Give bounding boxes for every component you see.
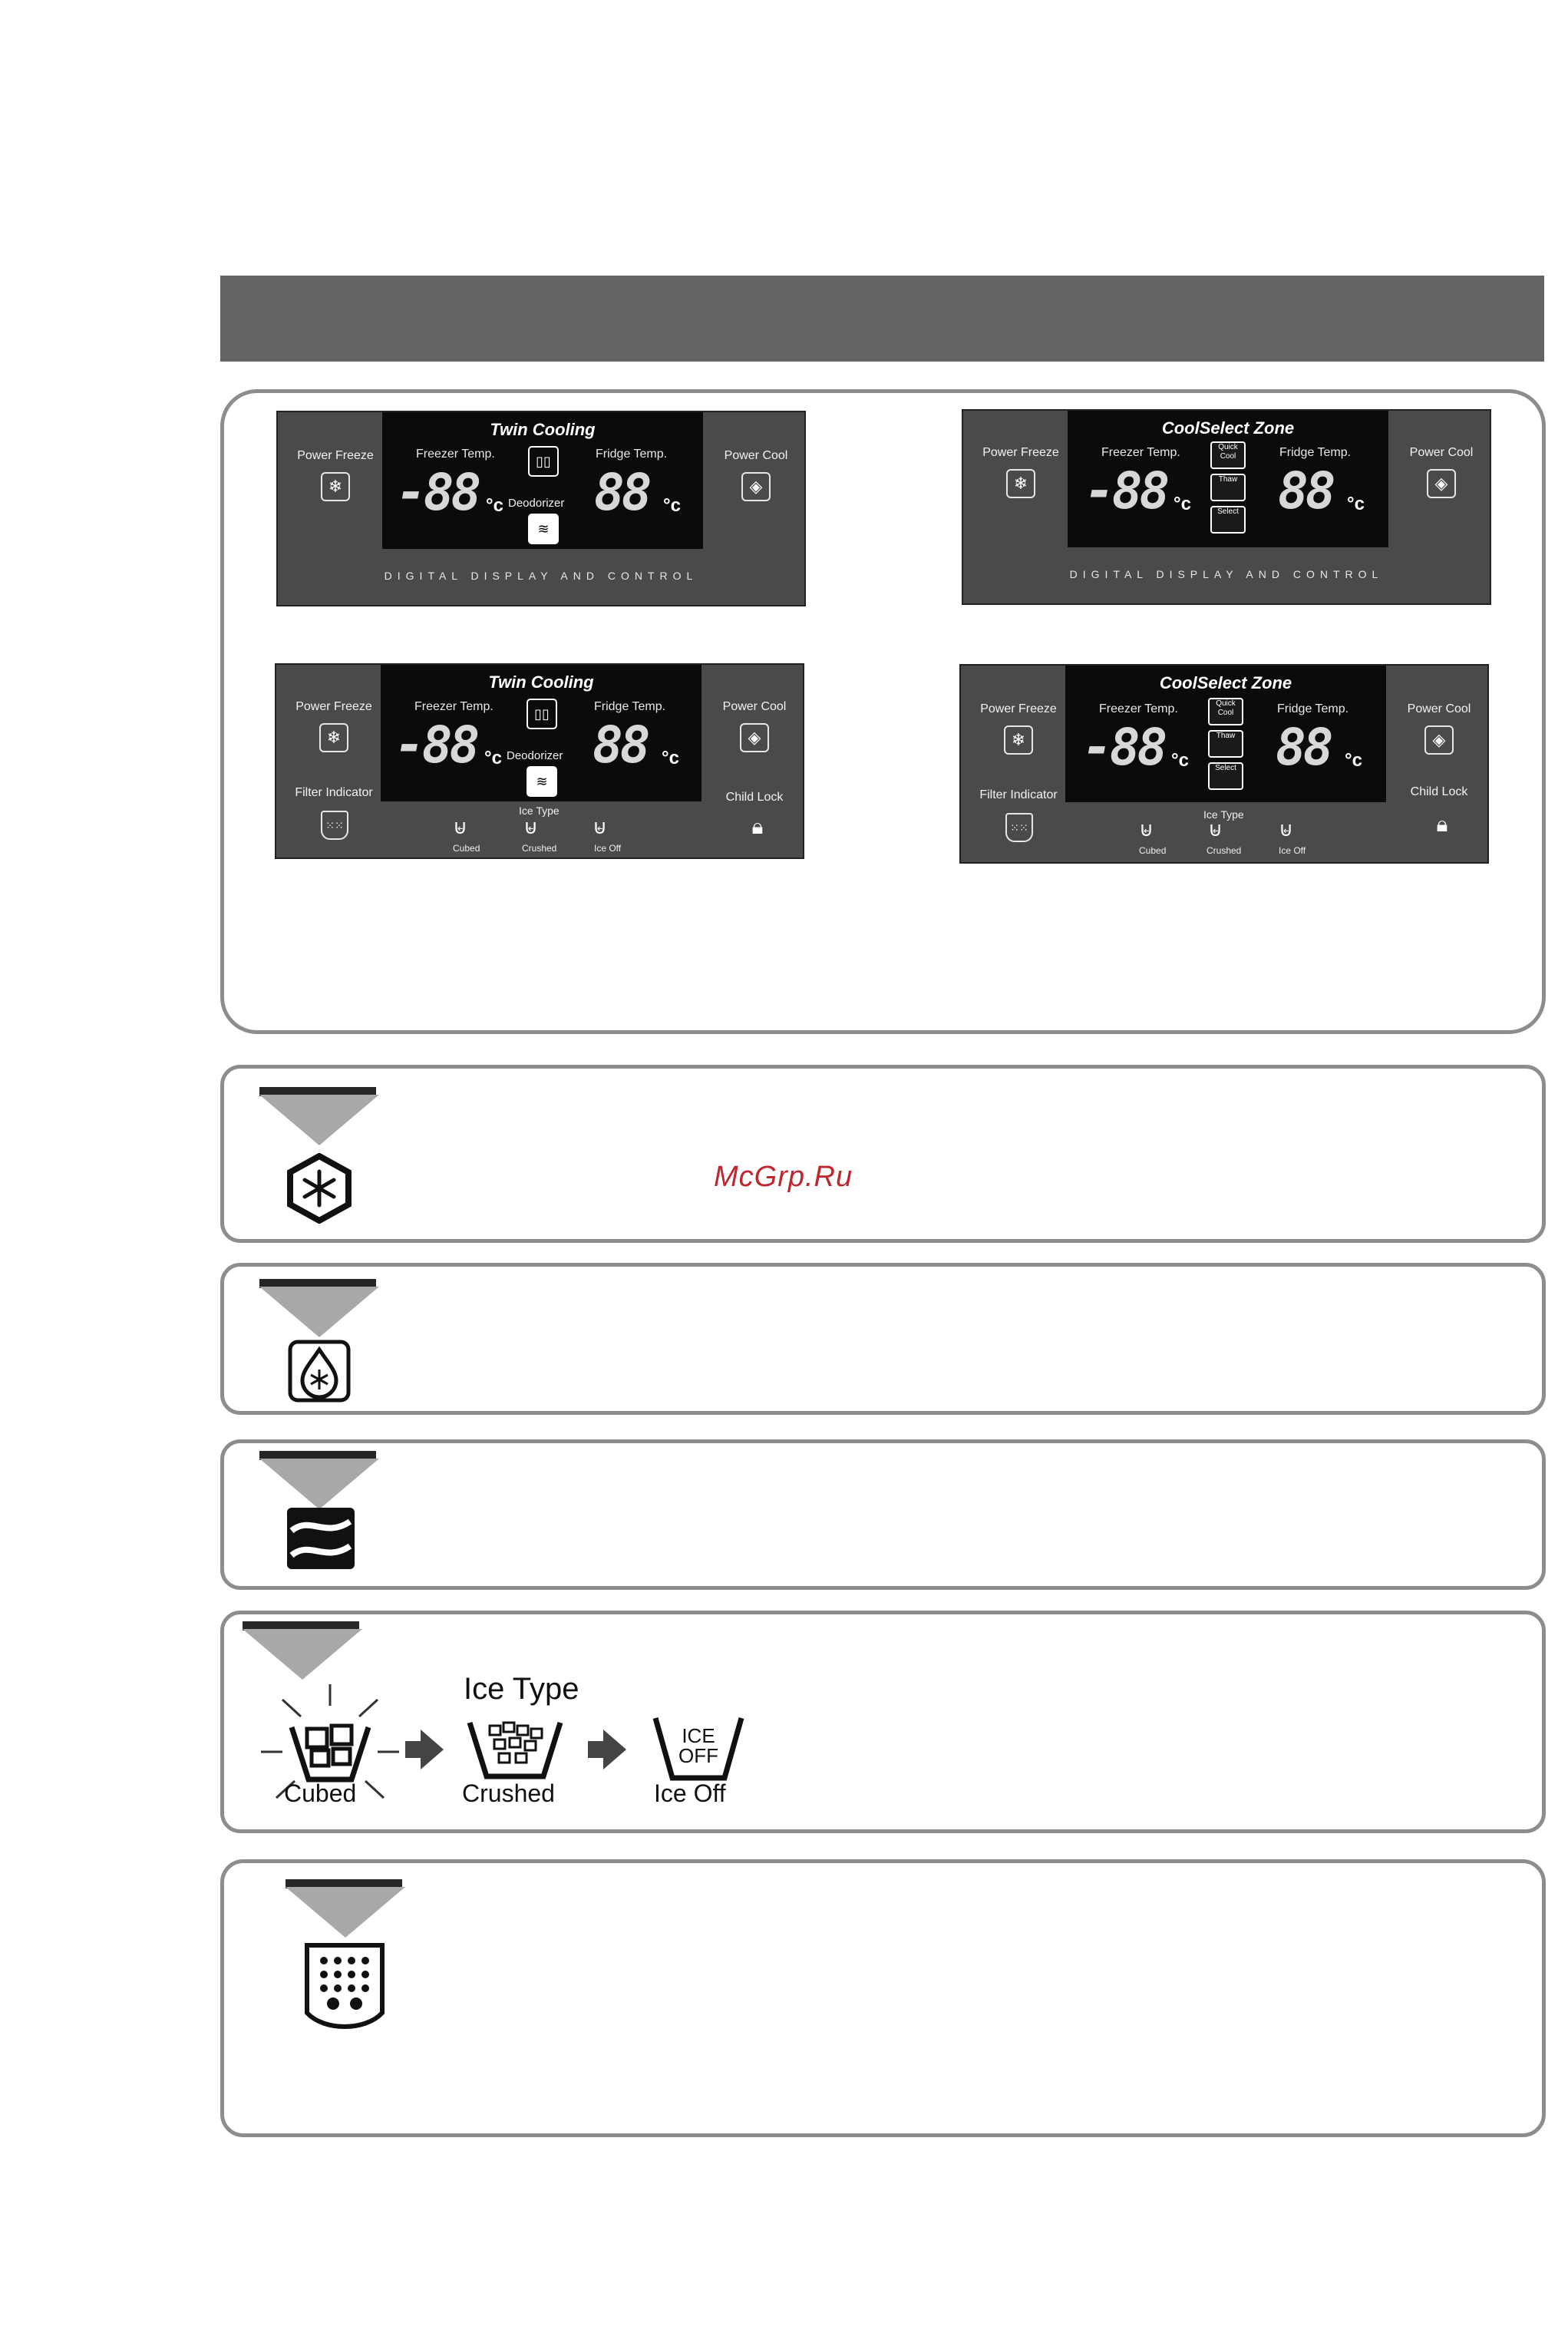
snowflake-icon: ❄ <box>328 477 343 496</box>
power-freeze-button[interactable] <box>319 723 348 752</box>
power-cool-label: Power Cool <box>1409 446 1474 459</box>
power-freeze-button[interactable] <box>1006 469 1035 498</box>
quick-cool-icon: Quick Cool <box>1208 698 1243 725</box>
freezer-temp-display: -88 <box>1084 461 1167 520</box>
deodorizer-label: Deodorizer <box>508 497 565 510</box>
fridge-temp-display: 88 <box>593 715 648 775</box>
freezer-temp-label: Freezer Temp. <box>1101 446 1180 459</box>
droplet-icon: ◈ <box>748 728 761 747</box>
panel-footer-text: DIGITAL DISPLAY AND CONTROL <box>384 570 698 582</box>
droplet-icon: ◈ <box>749 477 763 496</box>
ice-off-icon[interactable]: ⊌ <box>593 815 608 838</box>
crushed-label: Crushed <box>462 1779 555 1807</box>
freezer-degree-unit: °c <box>1174 494 1191 514</box>
power-freeze-button[interactable] <box>1004 725 1033 755</box>
deodorizer-section <box>220 1439 1546 1590</box>
marker-triangle <box>286 1887 405 1938</box>
power-cool-button[interactable] <box>741 472 771 501</box>
freezer-temp-display: -88 <box>394 715 477 775</box>
marker-triangle <box>243 1629 362 1680</box>
marker-triangle <box>259 1287 379 1337</box>
droplet-icon: ◈ <box>1432 730 1446 749</box>
ice-type-label: Ice Type <box>1203 808 1244 821</box>
power-cool-button[interactable] <box>1424 725 1454 755</box>
arrow-right-icon <box>405 1741 422 1758</box>
power-cool-label: Power Cool <box>1407 702 1471 715</box>
control-panel-twin-cooling-dispenser <box>275 663 804 859</box>
power-cool-button[interactable] <box>740 723 769 752</box>
droplet-icon: ◈ <box>1434 474 1448 493</box>
crushed-icon[interactable]: ⊌ <box>523 815 539 838</box>
freezer-degree-unit: °c <box>1171 750 1189 771</box>
arrow-right-icon <box>603 1730 626 1769</box>
control-panel-coolselect <box>962 409 1491 605</box>
lcd-display <box>1065 666 1386 802</box>
ice-type-title: Ice Type <box>464 1672 579 1706</box>
crushed-label: Crushed <box>1207 845 1242 856</box>
freezer-temp-label: Freezer Temp. <box>416 448 495 461</box>
ice-type-label: Ice Type <box>519 805 560 817</box>
select-icon: Select <box>1208 762 1243 790</box>
ice-off-icon[interactable]: ⊌ <box>1279 818 1294 841</box>
child-lock-label: Child Lock <box>725 791 784 804</box>
cubed-icon[interactable]: ⊌ <box>453 815 468 838</box>
thaw-icon: Thaw <box>1210 474 1246 501</box>
twin-cooling-icon: ▯▯ <box>528 446 559 477</box>
power-freeze-label: Power Freeze <box>980 702 1057 715</box>
lcd-display <box>381 665 701 801</box>
fridge-temp-display: 88 <box>1276 718 1331 777</box>
fridge-degree-unit: °c <box>1345 750 1362 771</box>
cubed-label: Cubed <box>284 1779 357 1807</box>
cubed-icon[interactable]: ⊌ <box>1139 818 1154 841</box>
power-freeze-label: Power Freeze <box>297 449 374 462</box>
quick-cool-icon: Quick Cool <box>1210 441 1246 469</box>
power-cool-label: Power Cool <box>722 700 787 713</box>
arrow-right-icon <box>588 1741 605 1758</box>
filter-indicator-label: Filter Indicator <box>979 788 1058 801</box>
filter-dots-icon: ⁙⁙ <box>1010 821 1028 834</box>
arrow-right-icon <box>421 1730 444 1769</box>
snowflake-icon: ❄ <box>1011 730 1026 749</box>
select-icon: Select <box>1210 506 1246 534</box>
freezer-temp-display: -88 <box>396 463 479 522</box>
filter-dots-icon <box>304 1942 385 2033</box>
lcd-title: Twin Cooling <box>490 420 596 439</box>
filter-indicator-button[interactable] <box>321 811 348 840</box>
power-freeze-label: Power Freeze <box>982 446 1059 459</box>
panel-footer-text: DIGITAL DISPLAY AND CONTROL <box>1069 568 1384 580</box>
control-panel-twin-cooling <box>276 411 806 606</box>
power-cool-section <box>220 1263 1546 1415</box>
power-freeze-section <box>220 1065 1546 1243</box>
fridge-temp-display: 88 <box>594 463 649 522</box>
twin-cooling-icon: ▯▯ <box>527 699 557 729</box>
ice-off-label: Ice Off <box>594 843 622 854</box>
cubed-label: Cubed <box>453 843 480 854</box>
freezer-degree-unit: °c <box>486 495 503 516</box>
fridge-degree-unit: °c <box>1347 494 1365 514</box>
power-cool-label: Power Cool <box>724 449 788 462</box>
power-freeze-button[interactable] <box>321 472 350 501</box>
fridge-degree-unit: °c <box>663 495 681 516</box>
deodorizer-wave-icon <box>287 1508 355 1569</box>
child-lock-button[interactable] <box>1428 810 1457 839</box>
lcd-title: CoolSelect Zone <box>1161 418 1295 438</box>
deodorizer-label: Deodorizer <box>507 749 563 762</box>
fridge-temp-display: 88 <box>1278 461 1333 520</box>
padlock-icon: 🔒︎ <box>1436 811 1448 836</box>
marker-triangle <box>259 1095 379 1145</box>
droplet-snowflake-icon <box>287 1339 352 1403</box>
filter-indicator-button[interactable] <box>1005 813 1033 842</box>
child-lock-label: Child Lock <box>1410 785 1468 798</box>
freezer-temp-label: Freezer Temp. <box>414 700 494 713</box>
snowflake-icon: ❄ <box>326 728 342 747</box>
watermark: McGrp.Ru <box>714 1161 853 1193</box>
ice-off-label: Ice Off <box>1279 845 1306 856</box>
power-cool-button[interactable] <box>1427 469 1456 498</box>
crushed-ice-icon <box>465 1712 565 1781</box>
lcd-title: Twin Cooling <box>488 672 594 692</box>
filter-dots-icon: ⁙⁙ <box>325 818 344 831</box>
crushed-label: Crushed <box>522 843 557 854</box>
fridge-temp-label: Fridge Temp. <box>1277 702 1349 715</box>
fridge-temp-label: Fridge Temp. <box>596 448 668 461</box>
ice-off-label: Ice Off <box>654 1779 726 1807</box>
fridge-degree-unit: °c <box>662 748 679 768</box>
freezer-temp-display: -88 <box>1082 718 1165 777</box>
power-freeze-label: Power Freeze <box>295 700 372 713</box>
freezer-degree-unit: °c <box>484 748 502 768</box>
control-panel-coolselect-dispenser <box>959 664 1489 864</box>
filter-indicator-label: Filter Indicator <box>295 786 373 799</box>
deodorizer-icon: ≋ <box>527 766 557 797</box>
snowflake-hexagon-icon <box>284 1153 355 1224</box>
marker-triangle <box>259 1459 379 1509</box>
padlock-icon: 🔒︎ <box>751 814 764 838</box>
ice-type-section <box>220 1611 1546 1833</box>
lcd-display <box>382 412 703 549</box>
freezer-temp-label: Freezer Temp. <box>1099 702 1178 715</box>
lcd-title: CoolSelect Zone <box>1159 673 1292 692</box>
crushed-icon[interactable]: ⊌ <box>1208 818 1223 841</box>
child-lock-button[interactable] <box>743 812 772 841</box>
fridge-temp-label: Fridge Temp. <box>1279 446 1352 459</box>
fridge-temp-label: Fridge Temp. <box>594 700 666 713</box>
snowflake-icon: ❄ <box>1013 474 1028 493</box>
cubed-label: Cubed <box>1139 845 1167 856</box>
section-header-bar <box>220 276 1544 362</box>
ice-off-icon-text: ICE OFF <box>678 1724 718 1767</box>
thaw-icon: Thaw <box>1208 730 1243 758</box>
deodorizer-icon: ≋ <box>528 514 559 544</box>
lcd-display <box>1068 411 1388 547</box>
filter-indicator-section <box>220 1859 1546 2137</box>
